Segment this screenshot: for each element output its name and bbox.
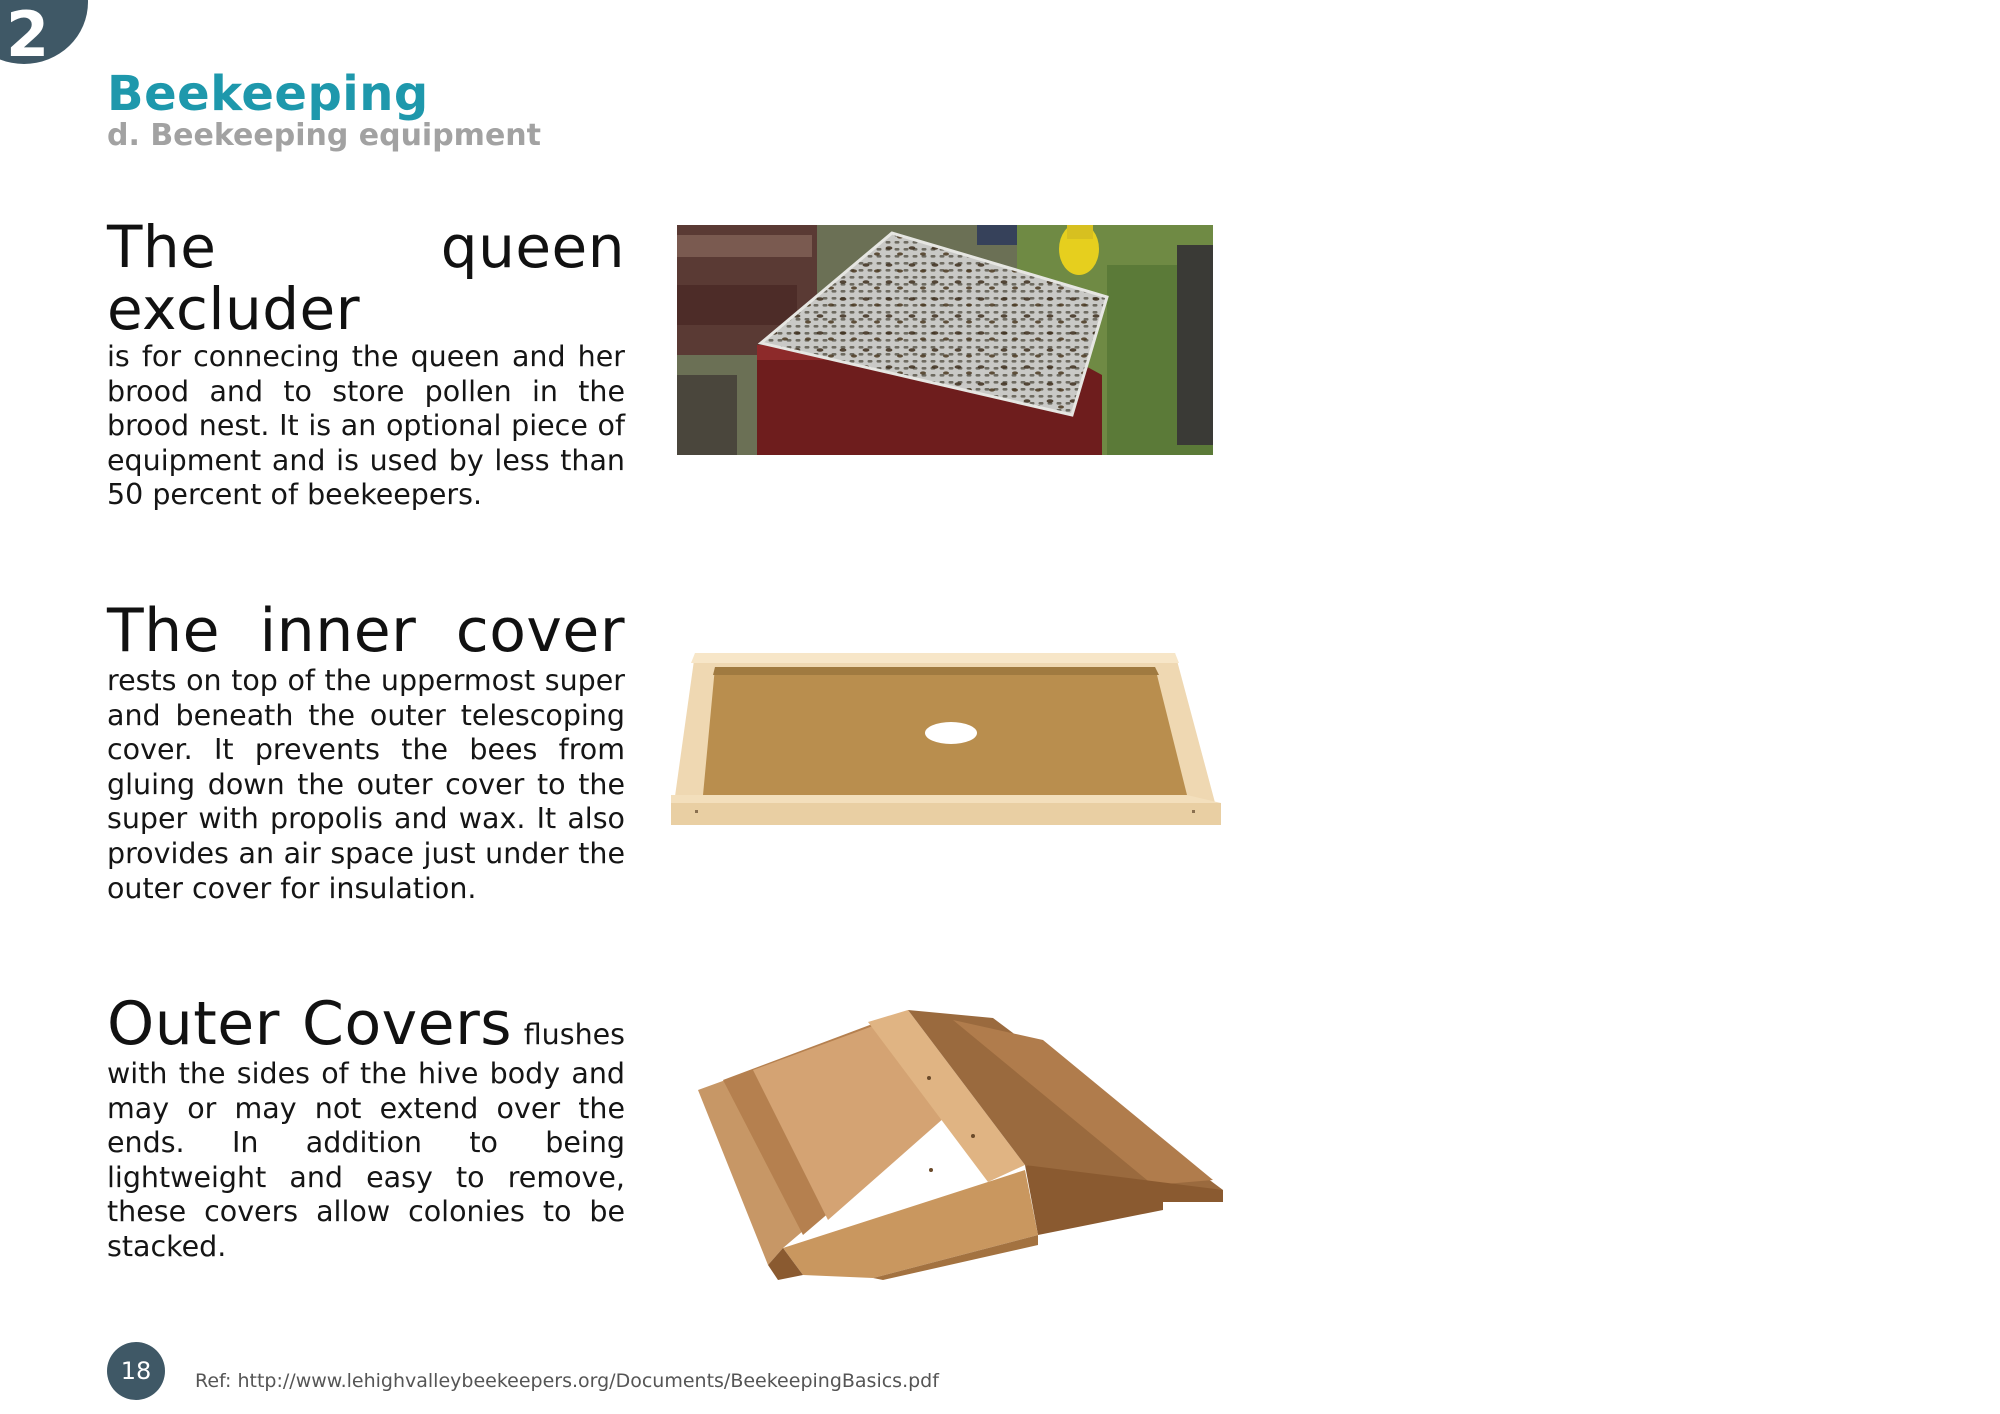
section-body: is for connecing the queen and her brood and to store pollen in the brood nest. It is an optional piece of equipment and is used by less than 50 percent of beekeepers. — [107, 340, 625, 512]
section-body: flushes with the sides of the hive body and may or may not extend over the ends. In addition to being lightweight and easy to remove, these covers allow colonies to be stacked. — [107, 1018, 626, 1263]
inner-cover-photo — [665, 645, 1245, 835]
section-queen-excluder — [107, 213, 625, 513]
section-heading: The queen excluder — [107, 213, 625, 343]
queen-excluder-photo — [677, 225, 1213, 455]
chapter-number: 2 — [6, 0, 50, 64]
section-body: rests on top of the uppermost super and beneath the outer telescoping cover. It prevents the bees from gluing down the outer cover to the super with propolis and wax. It also provides an air space just under the outer cover for insulation. — [107, 664, 625, 905]
chapter-badge — [0, 0, 88, 64]
section-outer-covers — [107, 991, 625, 1265]
section-inner-cover — [107, 598, 625, 906]
reference-link[interactable]: Ref: http://www.lehighvalleybeekeepers.org/Documents/BeekeepingBasics.pdf — [195, 1370, 939, 1392]
page-subtitle: d. Beekeeping equipment — [107, 118, 541, 153]
section-heading: Outer Covers — [107, 989, 513, 1059]
page-number-badge: 18 — [107, 1342, 165, 1400]
outer-cover-photo — [693, 1010, 1228, 1280]
page-title: Beekeeping — [107, 66, 429, 122]
section-heading: The inner cover — [107, 596, 625, 666]
